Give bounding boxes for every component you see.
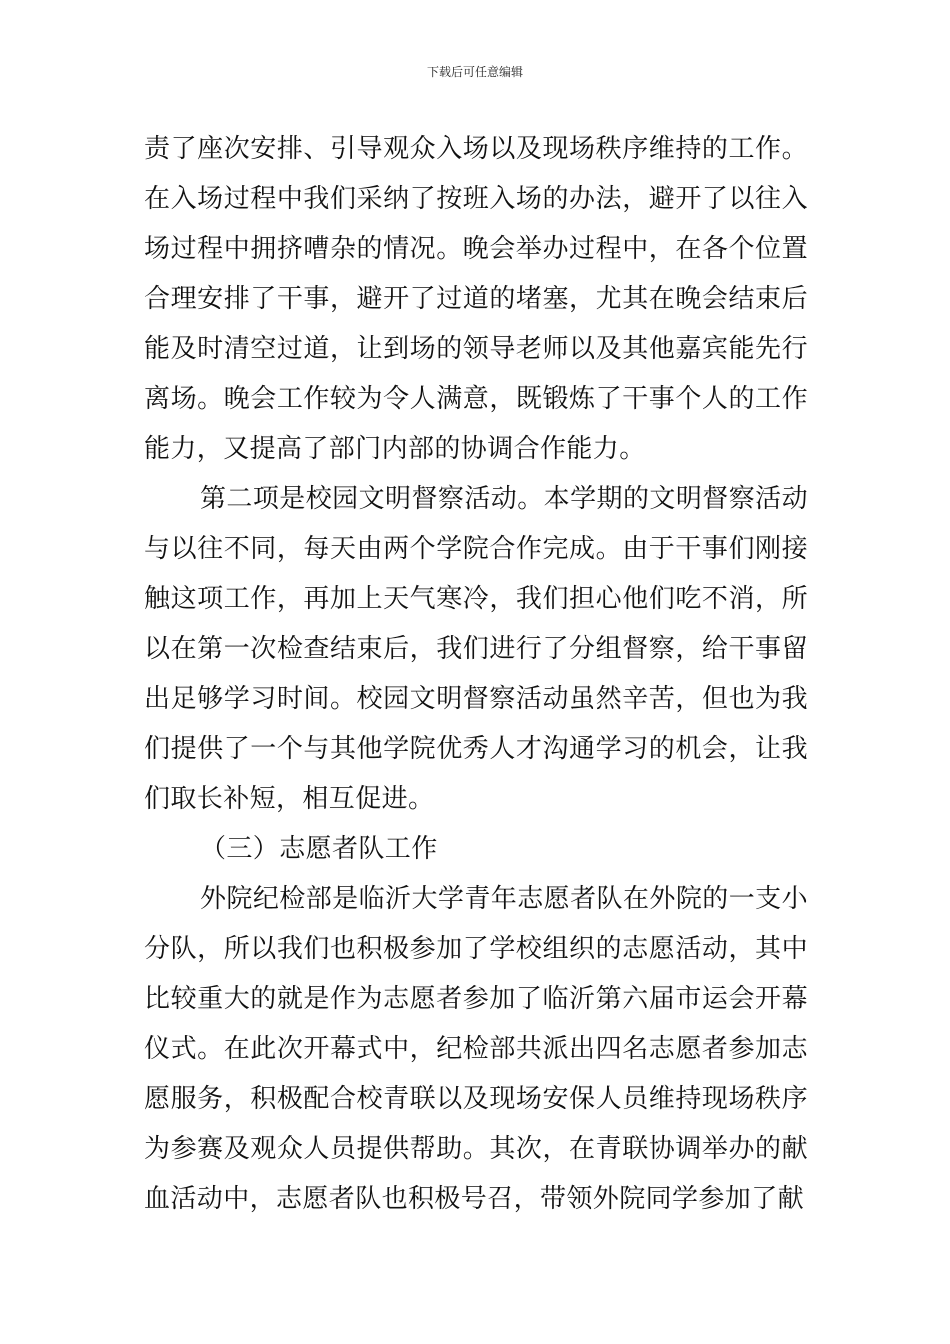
body-paragraph: 责了座次安排、引导观众入场以及现场秩序维持的工作。在入场过程中我们采纳了按班入场的办法，避开了以往入场过程中拥挤嘈杂的情况。晚会举办过程中，在各个位置合理安排了干事，避开了过道的堵塞，尤其在晚会结束后能及时清空过道，让到场的领导老师以及其他嘉宾能先行离场。晚会工作较为令人满意，既锻炼了干事个人的工作能力，又提高了部门内部的协调合作能力。 [144,134,808,464]
body-paragraph: 第二项是校园文明督察活动。本学期的文明督察活动与以往不同，每天由两个学院合作完成。由于干事们刚接触这项工作，再加上天气寒冷，我们担心他们吃不消，所以在第一次检查结束后，我们进行了分组督察，给干事留出足够学习时间。校园文明督察活动虽然辛苦，但也为我们提供了一个与其他学院优秀人才沟通学习的机会，让我们取长补短，相互促进。 [144,484,808,814]
document-body [144,124,808,1224]
body-paragraph: 外院纪检部是临沂大学青年志愿者队在外院的一支小分队，所以我们也积极参加了学校组织的志愿活动，其中比较重大的就是作为志愿者参加了临沂第六届市运会开幕仪式。在此次开幕式中，纪检部共派出四名志愿者参加志愿服务，积极配合校青联以及现场安保人员维持现场秩序为参赛及观众人员提供帮助。其次，在青联协调举办的献血活动中，志愿者队也积极号召，带领外院同学参加了献 [144,884,808,1214]
page-header: 下载后可任意编辑 [426,65,523,79]
section-heading: （三）志愿者队工作 [200,834,438,864]
